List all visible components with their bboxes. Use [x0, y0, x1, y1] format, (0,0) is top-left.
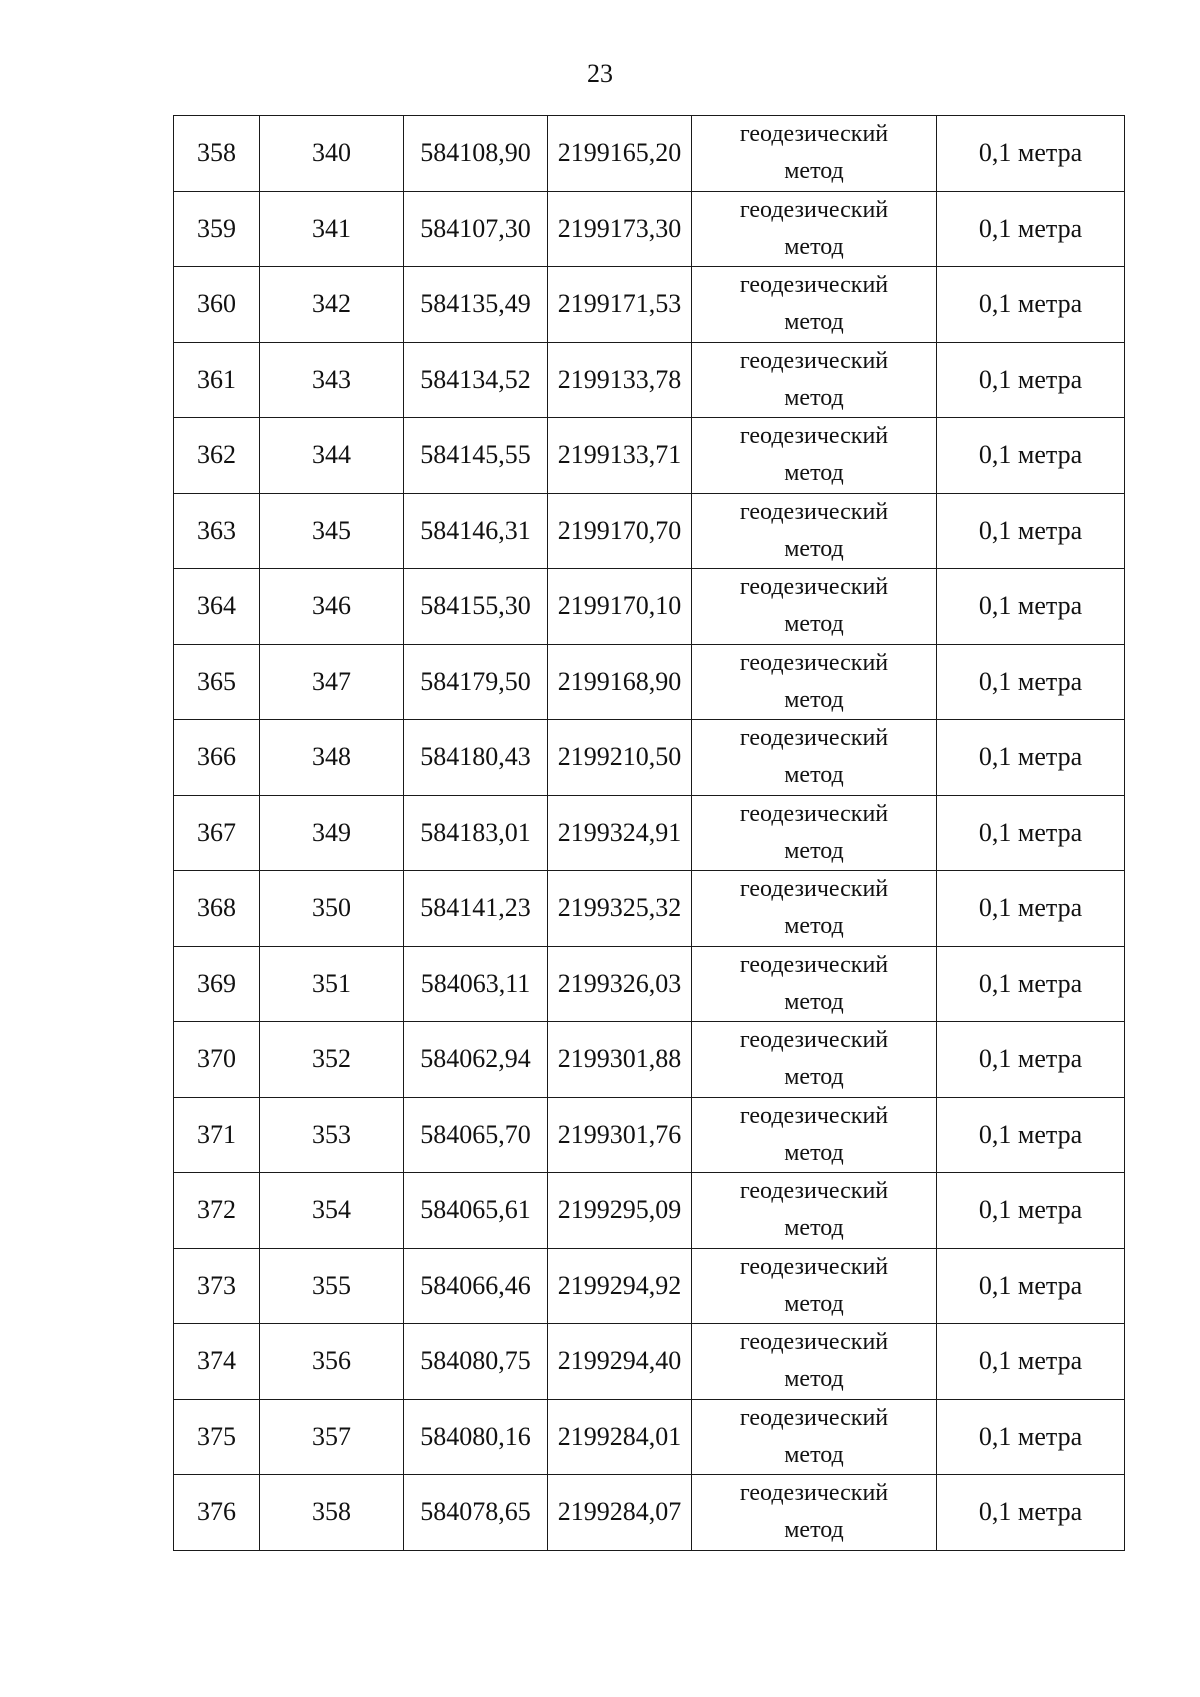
- method-text: метод: [784, 158, 844, 185]
- precision-cell: 0,1 метра: [937, 1475, 1125, 1551]
- table-row: [174, 1173, 1125, 1249]
- table-row: [174, 191, 1125, 267]
- point-number-cell: 358: [174, 116, 260, 192]
- method-text: геодезический: [739, 649, 889, 676]
- coordinate-y-cell: 2199295,09: [548, 1173, 692, 1249]
- coordinate-y-cell: 2199284,01: [548, 1399, 692, 1475]
- table-row: [174, 795, 1125, 871]
- coordinate-x-cell: 584179,50: [404, 644, 548, 720]
- method-cell: [692, 644, 937, 720]
- method-cell: [692, 267, 937, 343]
- precision-cell: 0,1 метра: [937, 342, 1125, 418]
- point-number-cell: 370: [174, 1022, 260, 1098]
- table-row: [174, 946, 1125, 1022]
- method-text: метод: [784, 1441, 844, 1468]
- point-index-cell: 358: [260, 1475, 404, 1551]
- coordinate-y-cell: 2199325,32: [548, 871, 692, 947]
- precision-cell: 0,1 метра: [937, 795, 1125, 871]
- point-index-cell: 342: [260, 267, 404, 343]
- table-row: [174, 1324, 1125, 1400]
- point-index-cell: 341: [260, 191, 404, 267]
- method-text: геодезический: [739, 1404, 889, 1431]
- method-text: метод: [784, 611, 844, 638]
- point-number-cell: 369: [174, 946, 260, 1022]
- coordinate-x-cell: 584135,49: [404, 267, 548, 343]
- method-cell: [692, 1248, 937, 1324]
- method-text: геодезический: [739, 1480, 889, 1507]
- precision-cell: 0,1 метра: [937, 1097, 1125, 1173]
- point-index-cell: 347: [260, 644, 404, 720]
- table-row: [174, 569, 1125, 645]
- point-number-cell: 375: [174, 1399, 260, 1475]
- coordinate-x-cell: 584145,55: [404, 418, 548, 494]
- method-cell: [692, 342, 937, 418]
- precision-cell: 0,1 метра: [937, 267, 1125, 343]
- method-text: геодезический: [739, 423, 889, 450]
- method-text: геодезический: [739, 951, 889, 978]
- method-text: метод: [784, 837, 844, 864]
- point-number-cell: 361: [174, 342, 260, 418]
- point-index-cell: 356: [260, 1324, 404, 1400]
- method-cell: [692, 1022, 937, 1098]
- point-index-cell: 345: [260, 493, 404, 569]
- coordinate-y-cell: 2199284,07: [548, 1475, 692, 1551]
- coordinate-y-cell: 2199171,53: [548, 267, 692, 343]
- precision-cell: 0,1 метра: [937, 116, 1125, 192]
- method-cell: [692, 191, 937, 267]
- coordinate-y-cell: 2199165,20: [548, 116, 692, 192]
- point-number-cell: 365: [174, 644, 260, 720]
- method-cell: [692, 418, 937, 494]
- point-number-cell: 376: [174, 1475, 260, 1551]
- table-row: [174, 493, 1125, 569]
- method-cell: [692, 569, 937, 645]
- method-text: геодезический: [739, 121, 889, 148]
- precision-cell: 0,1 метра: [937, 946, 1125, 1022]
- method-text: геодезический: [739, 347, 889, 374]
- precision-cell: 0,1 метра: [937, 569, 1125, 645]
- precision-cell: 0,1 метра: [937, 493, 1125, 569]
- method-cell: [692, 720, 937, 796]
- coordinates-table-body: [174, 116, 1125, 1551]
- coordinate-x-cell: 584107,30: [404, 191, 548, 267]
- coordinate-y-cell: 2199294,92: [548, 1248, 692, 1324]
- table-row: [174, 720, 1125, 796]
- method-text: геодезический: [739, 1253, 889, 1280]
- method-cell: [692, 946, 937, 1022]
- coordinate-x-cell: 584062,94: [404, 1022, 548, 1098]
- point-number-cell: 360: [174, 267, 260, 343]
- point-index-cell: 352: [260, 1022, 404, 1098]
- table-row: [174, 644, 1125, 720]
- method-text: геодезический: [739, 498, 889, 525]
- page-number: 23: [587, 59, 613, 88]
- precision-cell: 0,1 метра: [937, 644, 1125, 720]
- coordinate-x-cell: 584080,16: [404, 1399, 548, 1475]
- point-index-cell: 340: [260, 116, 404, 192]
- coordinate-y-cell: 2199173,30: [548, 191, 692, 267]
- method-text: геодезический: [739, 876, 889, 903]
- precision-cell: 0,1 метра: [937, 1324, 1125, 1400]
- method-text: метод: [784, 1139, 844, 1166]
- coordinate-y-cell: 2199210,50: [548, 720, 692, 796]
- point-number-cell: 364: [174, 569, 260, 645]
- point-number-cell: 362: [174, 418, 260, 494]
- coordinate-x-cell: 584134,52: [404, 342, 548, 418]
- method-cell: [692, 1097, 937, 1173]
- method-text: геодезический: [739, 800, 889, 827]
- point-number-cell: 373: [174, 1248, 260, 1324]
- point-index-cell: 350: [260, 871, 404, 947]
- coordinate-x-cell: 584078,65: [404, 1475, 548, 1551]
- coordinate-x-cell: 584066,46: [404, 1248, 548, 1324]
- precision-cell: 0,1 метра: [937, 871, 1125, 947]
- coordinate-x-cell: 584065,61: [404, 1173, 548, 1249]
- point-number-cell: 367: [174, 795, 260, 871]
- table-row: [174, 1022, 1125, 1098]
- table-row: [174, 1097, 1125, 1173]
- coordinate-y-cell: 2199324,91: [548, 795, 692, 871]
- method-text: геодезический: [739, 196, 889, 223]
- coordinate-y-cell: 2199301,76: [548, 1097, 692, 1173]
- coordinate-y-cell: 2199326,03: [548, 946, 692, 1022]
- point-index-cell: 344: [260, 418, 404, 494]
- point-number-cell: 368: [174, 871, 260, 947]
- coordinate-y-cell: 2199133,78: [548, 342, 692, 418]
- coordinate-x-cell: 584180,43: [404, 720, 548, 796]
- table-row: [174, 1475, 1125, 1551]
- point-index-cell: 357: [260, 1399, 404, 1475]
- precision-cell: 0,1 метра: [937, 1399, 1125, 1475]
- point-index-cell: 353: [260, 1097, 404, 1173]
- table-row: [174, 418, 1125, 494]
- coordinate-y-cell: 2199170,10: [548, 569, 692, 645]
- coordinate-x-cell: 584063,11: [404, 946, 548, 1022]
- coordinate-y-cell: 2199168,90: [548, 644, 692, 720]
- method-text: метод: [784, 988, 844, 1015]
- method-text: метод: [784, 535, 844, 562]
- coordinate-x-cell: 584080,75: [404, 1324, 548, 1400]
- precision-cell: 0,1 метра: [937, 191, 1125, 267]
- coordinate-x-cell: 584108,90: [404, 116, 548, 192]
- point-index-cell: 351: [260, 946, 404, 1022]
- coordinate-x-cell: 584141,23: [404, 871, 548, 947]
- point-number-cell: 366: [174, 720, 260, 796]
- method-text: геодезический: [739, 725, 889, 752]
- coordinates-table: [173, 115, 1125, 1551]
- point-index-cell: 355: [260, 1248, 404, 1324]
- precision-cell: 0,1 метра: [937, 1173, 1125, 1249]
- point-number-cell: 359: [174, 191, 260, 267]
- coordinate-y-cell: 2199301,88: [548, 1022, 692, 1098]
- point-index-cell: 348: [260, 720, 404, 796]
- precision-cell: 0,1 метра: [937, 1248, 1125, 1324]
- method-text: геодезический: [739, 1178, 889, 1205]
- table-row: [174, 116, 1125, 192]
- method-text: метод: [784, 762, 844, 789]
- method-text: геодезический: [739, 1027, 889, 1054]
- method-text: метод: [784, 309, 844, 336]
- point-index-cell: 354: [260, 1173, 404, 1249]
- method-cell: [692, 1173, 937, 1249]
- method-cell: [692, 795, 937, 871]
- point-number-cell: 363: [174, 493, 260, 569]
- precision-cell: 0,1 метра: [937, 720, 1125, 796]
- coordinate-y-cell: 2199170,70: [548, 493, 692, 569]
- method-text: геодезический: [739, 272, 889, 299]
- method-text: метод: [784, 1290, 844, 1317]
- method-text: метод: [784, 1366, 844, 1393]
- point-index-cell: 343: [260, 342, 404, 418]
- method-text: геодезический: [739, 1102, 889, 1129]
- method-cell: [692, 493, 937, 569]
- coordinate-x-cell: 584146,31: [404, 493, 548, 569]
- method-text: метод: [784, 1517, 844, 1544]
- method-text: геодезический: [739, 1329, 889, 1356]
- table-row: [174, 1248, 1125, 1324]
- coordinate-y-cell: 2199294,40: [548, 1324, 692, 1400]
- table-row: [174, 267, 1125, 343]
- method-text: метод: [784, 1064, 844, 1091]
- point-index-cell: 349: [260, 795, 404, 871]
- point-number-cell: 371: [174, 1097, 260, 1173]
- table-row: [174, 342, 1125, 418]
- coordinate-x-cell: 584065,70: [404, 1097, 548, 1173]
- table-row: [174, 1399, 1125, 1475]
- method-cell: [692, 1399, 937, 1475]
- method-text: метод: [784, 233, 844, 260]
- method-cell: [692, 871, 937, 947]
- coordinate-x-cell: 584155,30: [404, 569, 548, 645]
- method-text: геодезический: [739, 574, 889, 601]
- method-cell: [692, 1475, 937, 1551]
- method-text: метод: [784, 1215, 844, 1242]
- table-row: [174, 871, 1125, 947]
- method-text: метод: [784, 913, 844, 940]
- point-number-cell: 372: [174, 1173, 260, 1249]
- method-cell: [692, 1324, 937, 1400]
- point-number-cell: 374: [174, 1324, 260, 1400]
- precision-cell: 0,1 метра: [937, 1022, 1125, 1098]
- method-text: метод: [784, 384, 844, 411]
- method-text: метод: [784, 686, 844, 713]
- method-cell: [692, 116, 937, 192]
- precision-cell: 0,1 метра: [937, 418, 1125, 494]
- method-text: метод: [784, 460, 844, 487]
- coordinate-y-cell: 2199133,71: [548, 418, 692, 494]
- point-index-cell: 346: [260, 569, 404, 645]
- coordinate-x-cell: 584183,01: [404, 795, 548, 871]
